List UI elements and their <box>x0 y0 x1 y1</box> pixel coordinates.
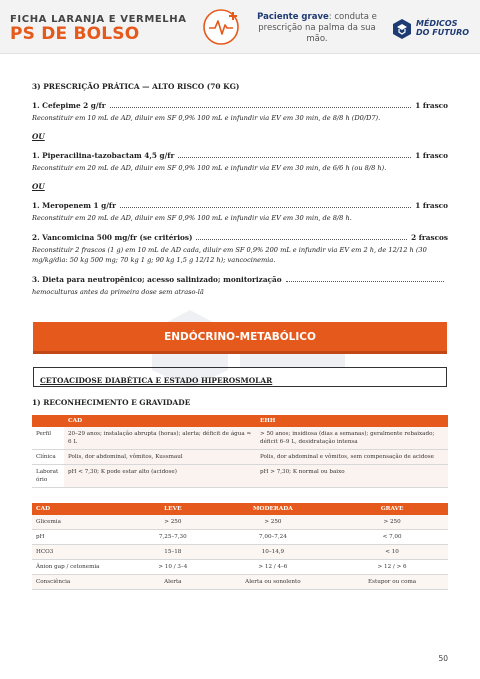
table-header-row <box>32 503 448 515</box>
prescription-section <box>32 82 448 297</box>
prescription-title: 3) PRESCRIÇÃO PRÁTICA — ALTO RISCO (70 KG) <box>32 82 240 91</box>
table-cell: Clínica <box>32 450 64 465</box>
drug-qty: 2 frascos <box>411 233 448 242</box>
table-cell: > 12 / 4–6 <box>210 560 337 575</box>
leader-dots <box>286 277 444 282</box>
table-cell: > 250 <box>136 515 210 530</box>
drug-desc: Reconstituir em 20 mL de AD, diluir em SF 0,9% 100 mL e infundir via EV em 30 min, de 6/6 h (ou 8/8 h). <box>32 164 387 172</box>
header-title-line1: FICHA LARANJA E VERMELHA <box>10 14 187 25</box>
drug-line-cefepime <box>32 101 448 110</box>
table-cell: > 10 / 3–4 <box>136 560 210 575</box>
table-cell: Consciência <box>32 575 136 590</box>
drug-name: 1. Cefepime 2 g/fr <box>32 101 106 110</box>
subsection-box <box>33 367 447 387</box>
diet-name: 3. Dieta para neutropênico; acesso salinizado; monitorização <box>32 275 282 284</box>
drug-line-meropenem <box>32 201 448 210</box>
page-number: 50 <box>438 654 448 663</box>
drug-desc: Reconstituir 2 frascos (1 g) em 10 mL de AD cada, diluir em SF 0,9% 200 mL e infundir via EV em 2 h, de 12/12 h (30 mg/kg/dia: 50 kg 500 mg; 70 kg 1 g; 90 kg 1,5 g 12/12 h); vancocinemia. <box>32 246 427 264</box>
header-title-line2: PS DE BOLSO <box>10 24 140 44</box>
table-cell: 10–14,9 <box>210 545 337 560</box>
drug-line-vancomicina <box>32 233 448 242</box>
table-cell: HCO3 <box>32 545 136 560</box>
table-cell: 7,00–7,24 <box>210 530 337 545</box>
table-cell: Alerta <box>136 575 210 590</box>
drug-name: 1. Meropenem 1 g/fr <box>32 201 116 210</box>
page-header <box>0 0 480 54</box>
table-row <box>32 545 448 560</box>
table-cell: > 12 / > 6 <box>336 560 448 575</box>
leader-dots <box>110 103 412 108</box>
comparison-table <box>32 415 448 488</box>
tagline-bold: Paciente grave <box>257 12 329 22</box>
table-cell: Glicemia <box>32 515 136 530</box>
table-cell: < 10 <box>336 545 448 560</box>
table-cell: Estupor ou coma <box>336 575 448 590</box>
table-row <box>32 530 448 545</box>
header-tagline <box>248 12 386 45</box>
diet-desc: hemoculturas antes da primeira dose sem atraso-lã <box>32 288 204 296</box>
brand-line2: DO FUTURO <box>416 28 470 37</box>
leader-dots <box>178 153 411 158</box>
severity-table <box>32 503 448 590</box>
table-cell: 15–18 <box>136 545 210 560</box>
table-row <box>32 450 448 465</box>
subsection-title: CETOACIDOSE DIABÉTICA E ESTADO HIPEROSMOLAR <box>40 376 273 385</box>
drug-name: 1. Piperacilina-tazobactam 4,5 g/fr <box>32 151 175 160</box>
drug-name: 2. Vancomicina 500 mg/fr (se critérios) <box>32 233 193 242</box>
heartbeat-logo-icon <box>202 8 240 46</box>
leader-dots <box>120 203 411 208</box>
table-cell: Polis, dor abdominal e vômitos, sem compensação de acidose <box>256 450 448 465</box>
table-row <box>32 427 448 450</box>
drug-desc: Reconstituir em 10 mL de AD, diluir em SF 0,9% 100 mL e infundir via EV em 30 min, de 8/8 h (D0/D7). <box>32 114 381 122</box>
table-cell: > 250 <box>336 515 448 530</box>
table-header-cell: CAD <box>32 503 136 515</box>
brand-line1: MÉDICOS <box>416 19 458 28</box>
drug-qty: 1 frasco <box>415 201 448 210</box>
table-cell: pH > 7,30; K normal ou baixo <box>256 465 448 488</box>
table-cell: > 250 <box>210 515 337 530</box>
table-cell: 20–29 anos; instalação abrupta (horas); alerta; déficit de água ≈ 6 L <box>64 427 256 450</box>
table-header-row <box>32 415 448 427</box>
table-cell: pH <box>32 530 136 545</box>
table-cell: pH < 7,30; K pode estar alto (acidose) <box>64 465 256 488</box>
table-header-cell: LEVE <box>136 503 210 515</box>
table-row <box>32 560 448 575</box>
brand-text <box>416 19 469 37</box>
table-header-cell: CAD <box>64 415 256 427</box>
table-header-cell: MODERADA <box>210 503 337 515</box>
or-label: OU <box>32 132 45 141</box>
table-cell: Ânion gap / cetonemia <box>32 560 136 575</box>
table-cell: Polis, dor abdominal, vômitos, Kussmaul <box>64 450 256 465</box>
table-row <box>32 515 448 530</box>
table-cell: < 7,00 <box>336 530 448 545</box>
diet-line <box>32 275 448 284</box>
table-cell: 7,25–7,30 <box>136 530 210 545</box>
table-cell: Alerta ou sonolento <box>210 575 337 590</box>
brand-logo <box>392 15 476 45</box>
drug-desc: Reconstituir em 20 mL de AD, diluir em SF 0,9% 100 mL e infundir via EV em 30 min, de 8/8 h. <box>32 214 352 222</box>
table-cell: Laboratório <box>32 465 64 488</box>
or-label: OU <box>32 182 45 191</box>
drug-qty: 1 frasco <box>415 101 448 110</box>
brand-mark-icon <box>392 18 412 40</box>
table-row <box>32 575 448 590</box>
table-header-cell <box>32 415 64 427</box>
table-cell: > 50 anos; insidiosa (dias a semanas); geralmente rebaixado; déficit 6–9 L, desidratação intensa <box>256 427 448 450</box>
section-banner: ENDÓCRINO-METABÓLICO <box>33 322 447 354</box>
tagline-rest: : conduta e prescrição na palma da sua mão. <box>258 12 377 44</box>
table-row <box>32 465 448 488</box>
drug-qty: 1 frasco <box>415 151 448 160</box>
leader-dots <box>196 235 407 240</box>
recon-title: 1) RECONHECIMENTO E GRAVIDADE <box>32 398 191 407</box>
drug-line-piperacilina <box>32 151 448 160</box>
table-cell: Perfil <box>32 427 64 450</box>
table-header-cell: GRAVE <box>336 503 448 515</box>
table-header-cell: EHH <box>256 415 448 427</box>
